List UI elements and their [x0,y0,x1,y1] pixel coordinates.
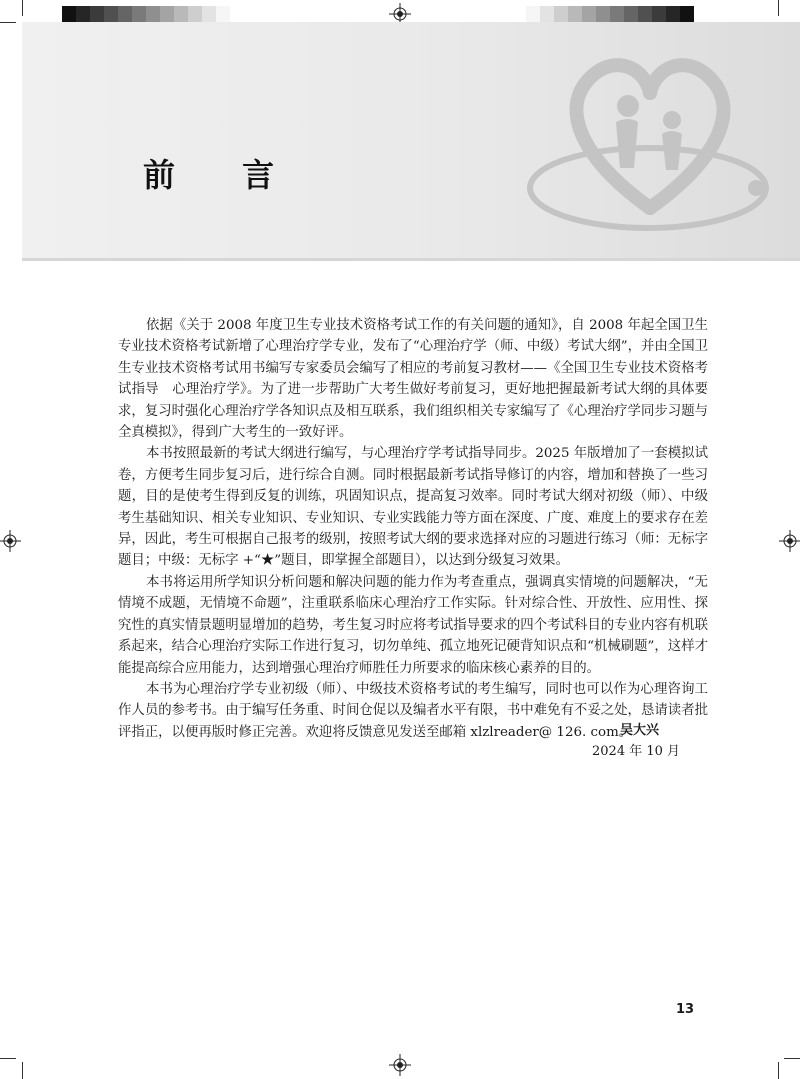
calibration-swatch [568,6,582,22]
preface-paragraph: 本书将运用所学知识分析问题和解决问题的能力作为考查重点，强调真实情境的问题解决，“无情境不成题，无情境不命题”，注重联系临床心理治疗工作实际。针对综合性、开放性、应用性、探究性的真实情景题明显增加的趋势，考生复习时应将考试指导要求的四个考试科目的专业内容有机联系起来，结合心理治疗实际工作进行复习，切勿单纯、孤立地死记硬背知识点和“机械刷题”，这样才能提高综合应用能力，达到增强心理治疗师胜任力所要求的临床核心素养的目的。 [118,574,708,676]
calibration-swatch [118,6,132,22]
calibration-swatch [76,6,90,22]
calibration-swatch [160,6,174,22]
calibration-swatch [624,6,638,22]
calibration-swatch [638,6,652,22]
calibration-swatch [680,6,694,22]
crop-mark [778,1062,779,1079]
calibration-swatch [132,6,146,22]
calibration-swatch [216,6,230,22]
registration-mark-right [779,530,800,552]
preface-paragraph: 依据《关于 2008 年度卫生专业技术资格考试工作的有关问题的通知》，自 2008 年起全国卫生专业技术资格考试新增了心理治疗学专业，发布了“心理治疗学（师、中级）考试大纲”，并由全国卫生专业技术资格考试用书编写专家委员会编写了相应的考前复习教材——《全国卫生专业技术资格考试指导 心理治疗学》。为了进一步帮助广大考生做好考前复习，更好地把握最新考试大纲的具体要求，复习时强化心理治疗学各知识点及相互联系，我们组织相关专家编写了《心理治疗学同步习题与全真模拟》，得到广大考生的一致好评。 [118,318,708,441]
crop-mark [0,1058,16,1059]
calibration-swatch [596,6,610,22]
calibration-swatch [610,6,624,22]
signature-date: 2024 年 10 月 [592,744,681,759]
calibration-bar-left [62,6,230,22]
crop-mark [22,1062,23,1079]
calibration-swatch [188,6,202,22]
preface-paragraph: 本书按照最新的考试大纲进行编写，与心理治疗学考试指导同步。2025 年版增加了一套模拟试卷，方便考生同步复习后，进行综合自测。同时根据最新考试指导修订的内容，增加和替换了一些习题，目的是使考生得到反复的训练，巩固知识点，提高复习效率。同时考试大纲对初级（师）、中级考生基础知识、相关专业知识、专业知识、专业实践能力等方面在深度、广度、难度上的要求存在差异，因此，考生可根据自己报考的级别，按照考试大纲的要求选择对应的习题进行练习（师：无标字题目；中级：无标字 +“★”题目，即掌握全部题目），以达到分级复习效果。 [118,446,708,569]
crop-mark [784,1058,800,1059]
calibration-swatch [526,6,540,22]
calibration-swatch [174,6,188,22]
registration-mark-bottom [389,1054,411,1076]
crop-mark [0,22,16,23]
calibration-swatch [554,6,568,22]
calibration-swatch [90,6,104,22]
preface-paragraph: 本书为心理治疗学专业初级（师）、中级技术资格考试的考生编写，同时也可以作为心理咨询工作人员的参考书。由于编写任务重、时间仓促以及编者水平有限，书中难免有不妥之处，恳请读者批评指正，以便再版时修正完善。欢迎将反馈意见发送至邮箱 xlzlreader@ 126. com。 [118,681,708,740]
calibration-swatch [582,6,596,22]
calibration-swatch [652,6,666,22]
calibration-swatch [202,6,216,22]
registration-mark-left [0,530,21,552]
page-number: 13 [676,1002,695,1017]
calibration-swatch [666,6,680,22]
preface-body [118,315,708,743]
crop-mark [778,0,779,16]
author-name: 吴大兴 [620,723,660,738]
crop-mark [22,0,23,16]
page-title: 前 言 [143,156,303,194]
calibration-swatch [540,6,554,22]
calibration-bar-right [526,6,694,22]
calibration-swatch [104,6,118,22]
calibration-swatch [62,6,76,22]
family-heart-logo [520,38,780,238]
calibration-swatch [146,6,160,22]
